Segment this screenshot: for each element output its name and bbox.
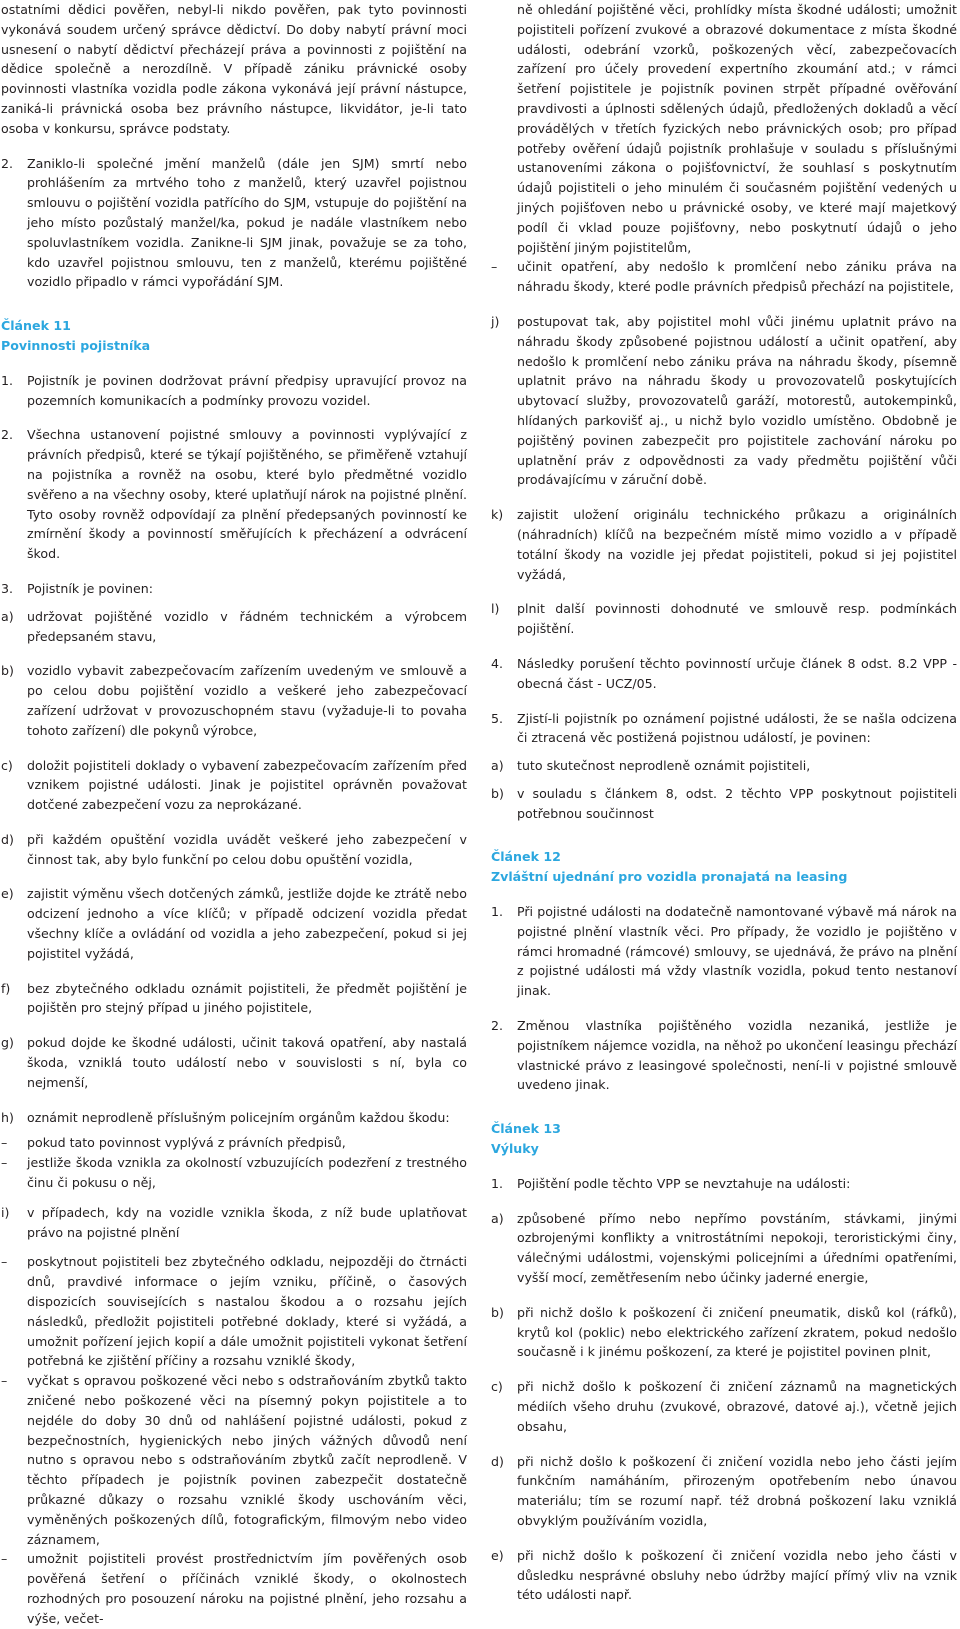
item-marker: c) (1, 757, 13, 773)
item-number: 3. (1, 580, 14, 596)
list-item (1, 1033, 467, 1092)
item-marker: k) (491, 507, 504, 523)
dash-marker: – (1, 1135, 8, 1151)
item-marker: f) (1, 980, 11, 996)
item-text: Při pojistné události na dodatečně namontované výbavě má nárok na pojistné plnění vlastník věci. Pro případy, že vozidlo je pojištěno v rámci hromadné (rámcové) smlouvy, se ujednává, že právo na plnění z pojistné události má vždy vlastník vozidla, pokud tento nestanoví jinak. (517, 904, 957, 999)
item-text: Zaniklo-li společné jmění manželů (dále jen SJM) smrtí nebo prohlášením za mrtvého toho z manželů, který uzavřel pojistnou smlouvu o pojištění vozidla patřícího do SJM, vstupuje do pojištění na jeho místo pozůstalý manžel/ka, pokud je nadále vlastníkem nebo spoluvlastníkem vozidla. Zanikne-li SJM jinak, považuje se za toho, kdo uzavřel pojistnou smlouvu, ten z manželů, kterému pojištěné vozidlo připadlo v rámci vypořádání SJM. (27, 155, 467, 290)
item-marker: a) (1, 608, 14, 624)
article-13-title: Článek 13 (491, 1121, 561, 1137)
list-item (1, 884, 467, 963)
item-number: 1. (491, 904, 504, 920)
article-11-title: Článek 11 (1, 318, 71, 334)
item-marker: b) (491, 785, 504, 801)
list-item (1, 607, 467, 647)
list-item (491, 312, 957, 490)
item-marker: d) (491, 1453, 504, 1469)
item-marker: b) (491, 1304, 504, 1320)
right-column (491, 0, 957, 1605)
dash-marker: – (1, 1551, 8, 1567)
item-number: 4. (491, 655, 504, 671)
item-text: učinit opatření, aby nedošlo k promlčení nebo zániku práva na náhradu škody, které podle právních předpisů přechází na pojistitele, (517, 259, 957, 295)
item-text: Pojistník je povinen: (27, 580, 153, 596)
item-marker: e) (1, 886, 14, 902)
item-number: 1. (1, 372, 14, 388)
numbered-paragraph (1, 579, 467, 599)
item-marker: h) (1, 1109, 14, 1125)
dash-item (1, 1371, 467, 1549)
article-12-subtitle: Zvláštní ujednání pro vozidla pronajatá na leasing (491, 869, 848, 885)
article-13-subtitle: Výluky (491, 1141, 539, 1157)
item-text: pokud dojde ke škodné události, učinit taková opatření, aby nastalá škoda, vzniklá touto událostí nebo v souvislosti s ní, byla co nejmenší, (27, 1035, 467, 1090)
numbered-paragraph (1, 371, 467, 411)
dash-marker: – (1, 1373, 8, 1389)
item-marker: b) (1, 663, 14, 679)
item-number: 2. (1, 427, 14, 443)
numbered-paragraph (491, 654, 957, 694)
item-text: tuto skutečnost neprodleně oznámit pojistiteli, (517, 758, 811, 774)
dash-item (1, 1133, 467, 1153)
list-item (1, 1203, 467, 1243)
item-text: plnit další povinnosti dohodnuté ve smlouvě resp. podmínkách pojištění. (517, 601, 957, 637)
item-marker: g) (1, 1035, 14, 1051)
dash-item (1, 1252, 467, 1371)
item-text: umožnit pojistiteli provést prostřednictvím jím pověřených osob pověřená šetření o příčinách vzniklé škody, o okolnostech rozhodných pro posouzení nároku na pojistné plnění, jeho rozsahu a výše, večet- (27, 1551, 467, 1626)
dash-item (491, 257, 957, 297)
item-marker: a) (491, 1210, 504, 1226)
list-item (491, 599, 957, 639)
item-text: Pojištění podle těchto VPP se nevztahuje na události: (517, 1175, 851, 1191)
numbered-paragraph (491, 709, 957, 749)
item-marker: d) (1, 831, 14, 847)
item-text: při nichž došlo k poškození či zničení pneumatik, disků kol (ráfků), krytů kol (poklic) nebo elektrického zařízení zkratem, pokud nedošlo současně i k jinému poškození, za které je pojistitel povinen plnit, (517, 1304, 957, 1360)
list-item (491, 1303, 957, 1362)
item-text: při nichž došlo k poškození či zničení vozidla nebo jeho části v důsledku nesprávné obsluhy nebo údržby mající přímý vliv na vznik této události např. (517, 1547, 957, 1603)
item-text: v případech, kdy na vozidle vznikla škoda, z níž bude uplatňovat právo na pojistné plnění (27, 1204, 467, 1240)
item-text: ně ohledání pojištěné věci, prohlídky místa škodné události; umožnit pojistiteli pořízení zvukové a obrazové dokumentace z místa škodné události, odebrání vzorků, poškozených věcí, zabezpečovacích zařízení pro účely provedení expertního zkoumání atd.; v rámci šetření pojistitele je pojistník povinen strpět případné ověřování pravdivosti a úplnosti sdělených údajů, předložených dokladů a věcí provádělých v třetích fyzických nebo právnických osob; pro případ potřeby ověření údajů pojistník prohlašuje v souladu s příslušnými ustanoveními zákona o pojišťovnictví, že souhlasí s poskytnutím údajů pojistiteli o jeho minulém či současném pojištění vedených u jiných pojišťoven nebo u právnické osoby, ve které mají majetkový podíl či vklad pouze pojišťovny, nebo poskytnutí údajů o jeho pojištění jiným pojistitelům, (517, 2, 957, 255)
item-text: Následky porušení těchto povinností určuje článek 8 odst. 8.2 VPP - obecná část - UCZ/05. (517, 655, 957, 691)
item-marker: c) (491, 1379, 503, 1395)
item-text: pokud tato povinnost vyplývá z právních předpisů, (27, 1135, 346, 1151)
numbered-paragraph (491, 1174, 957, 1194)
item-text: vyčkat s opravou poškozené věci nebo s odstraňováním zbytků takto zničené nebo poškozené věci na písemný pokyn pojistitele a to nejdéle do doby 30 dnů od nahlášení pojistné události, pokud z bezpečnostních, hygienických nebo jiných vážných důvodů není nutno s opravou nebo s odstraňováním zbytků začít neprodleně. V těchto případech je pojistník povinen zabezpečit dostatečně průkazné důkazy o rozsahu vzniklé škody uschováním věci, vyměněných poškozených dílů, fotografickým, filmovým nebo video záznamem, (27, 1373, 467, 1547)
numbered-paragraph (1, 154, 467, 293)
list-item (491, 784, 957, 824)
item-text: vozidlo vybavit zabezpečovacím zařízením uvedeným ve smlouvě a po celou dobu pojištění vozidlo a veškeré jeho zabezpečovací zařízení udržovat v provozuschopném stavu (vyžaduje-li to povaha tohoto zařízení) dle pokynů výrobce, (27, 663, 467, 738)
list-item-continuation (491, 0, 957, 257)
item-marker: l) (491, 601, 500, 617)
item-text: udržovat pojištěné vozidlo v řádném technickém a výrobcem předepsaném stavu, (27, 608, 467, 644)
item-number: 2. (491, 1018, 504, 1034)
item-number: 2. (1, 155, 14, 171)
item-text: doložit pojistiteli doklady o vybavení zabezpečovacím zařízením před vznikem pojistné události. Jinak je pojistitel oprávněn považovat dotčené zabezpečení vozu za neprokázané. (27, 757, 467, 813)
list-item (491, 1209, 957, 1288)
item-marker: e) (491, 1547, 504, 1563)
list-item (491, 756, 957, 776)
list-item (1, 756, 467, 815)
item-text: Pojistník je povinen dodržovat právní předpisy upravující provoz na pozemních komunikacích a podmínky provozu vozidel. (27, 372, 467, 408)
item-text: Změnou vlastníka pojištěného vozidla nezaniká, jestliže je pojistníkem nájemce vozidla, na něhož po ukončení leasingu přechází vlastnické právo z leasingové společnosti, není-li v pojistné smlouvě uvedeno jinak. (517, 1018, 957, 1093)
item-text: oznámit neprodleně příslušným policejním orgánům každou škodu: (27, 1109, 450, 1125)
item-marker: j) (491, 313, 500, 329)
list-item (1, 830, 467, 870)
item-text: zajistit uložení originálu technického průkazu a originálních (náhradních) klíčů na bezpečném místě mimo vozidlo a v případě totální škody na vozidle jej předat pojistiteli, pokud si jej pojistitel vyžádá, (517, 507, 957, 582)
numbered-paragraph (491, 1016, 957, 1095)
item-text: při každém opuštění vozidla uvádět veškeré jeho zabezpečení v činnost tak, aby bylo funkční po celou dobu opuštění vozidla, (27, 831, 467, 867)
list-item (1, 979, 467, 1019)
item-text: způsobené přímo nebo nepřímo povstáním, stávkami, jinými ozbrojenými konflikty a vnitrostátními nepokoji, teroristickými činy, válečnými událostmi, vojenskými policejními a úředními opatřeními, vyšší mocí, zemětřesením nebo účinky jaderné energie, (517, 1210, 957, 1286)
article-11-subtitle: Povinnosti pojistníka (1, 337, 151, 353)
list-item (491, 1377, 957, 1436)
item-text: jestliže škoda vznikla za okolností vzbuzujících podezření z trestného činu či pokusu o něj, (27, 1155, 467, 1191)
item-text: poskytnout pojistiteli bez zbytečného odkladu, nejpozději do čtrnácti dnů, pravdivé informace o jejím vzniku, příčině, o časových dispozicích souvisejících s nastalou škodou a o rozsahu jejích následků, předložit pojistiteli potřebné doklady, které si vyžádá, a umožnit pořízení jejich kopií a dále umožnit pojistiteli vykonat šetření potřebná ke zjištění příčiny a rozsahu vzniklé škody, (27, 1254, 467, 1369)
item-text: zajistit výměnu všech dotčených zámků, jestliže dojde ke ztrátě nebo odcizení jednoho a více klíčů; v případě odcizení vozidla předat všechny klíče a ovládání od vozidla a jeho zabezpečení, pokud si jej pojistitel vyžádá, (27, 886, 467, 961)
item-marker: i) (1, 1204, 10, 1220)
list-item (491, 1452, 957, 1531)
paragraph: ostatními dědici pověřen, nebyl-li nikdo pověřen, pak tyto povinnosti vykonává soudem určený správce dědictví. Do doby nabytí právní moci usnesení o nabytí dědictví přecházejí práva a povinnosti z pojištění na dědice společně a nerozdílně. V případě zániku právnické osoby povinnosti vlastníka vozidla podle zákona vykonává její právní nástupce, zaniká-li právnická osoba bez právního nástupce, likvidátor, je-li tato osoba v konkursu, správce podstaty. (1, 2, 467, 136)
item-marker: a) (491, 758, 504, 774)
list-item (1, 1108, 467, 1128)
item-text: postupovat tak, aby pojistitel mohl vůči jinému uplatnit právo na náhradu škody způsobené pojistnou událostí a učinit opatření, aby nedošlo k promlčení nebo zániku práva na náhradu škody, písemně uplatnit právo na náhradu škody u provozovatelů poskytujících ubytovací služby, provozovatelů garáží, motorestů, autokempinků, hlídaných parkovišť aj., u nichž bylo vozidlo umístěno. Obdobně je pojištěný povinen zabezpečit pro pojistitele zachování nároku po uplatnění práv z odpovědnosti za vady předmětu pojištění vůči prodávajícímu v záruční době. (517, 313, 957, 488)
item-text: Všechna ustanovení pojistné smlouvy a povinnosti vyplývající z právních předpisů, které se týkají pojištěného, se přiměřeně vztahují na pojistníka a rovněž na osobu, které bylo předmětné vozidlo svěřeno a na všechny osoby, které uplatňují nárok na pojistné plnění. Tyto osoby rovněž odpovídají za plnění předepsaných povinností ke zmírnění škody a povinností směřujících k přecházení a odvrácení škod. (27, 427, 467, 562)
item-text: při nichž došlo k poškození či zničení vozidla nebo jeho části jejím funkčním namáháním, přirozeným opotřebením nebo únavou materiálu; tím se rozumí např. též drobná poškození laku vzniklá obvyklým používáním vozidla, (517, 1453, 957, 1528)
dash-item (1, 1153, 467, 1193)
item-text: Zjistí-li pojistník po oznámení pojistné události, že se našla odcizena či ztracená věc postižená pojistnou událostí, je povinen: (517, 710, 957, 746)
item-number: 1. (491, 1175, 504, 1191)
item-text: v souladu s článkem 8, odst. 2 těchto VPP poskytnout pojistiteli potřebnou součinnost (517, 785, 957, 821)
item-text: bez zbytečného odkladu oznámit pojistiteli, že předmět pojištění je pojištěn pro stejný případ u jiného pojistitele, (27, 980, 467, 1016)
item-number: 5. (491, 710, 504, 726)
left-column (1, 0, 467, 1629)
numbered-paragraph (1, 425, 467, 564)
dash-item (1, 1549, 467, 1628)
dash-marker: – (491, 259, 498, 275)
list-item (491, 1546, 957, 1605)
numbered-paragraph (491, 902, 957, 1001)
list-item (491, 505, 957, 584)
dash-marker: – (1, 1155, 8, 1171)
dash-marker: – (1, 1254, 8, 1270)
item-text: při nichž došlo k poškození či zničení záznamů na magnetických médiích všeho druhu (zvukové, obrazové, datové aj.), včetně jejich obsahu, (517, 1379, 957, 1434)
list-item (1, 661, 467, 740)
article-12-title: Článek 12 (491, 849, 561, 865)
